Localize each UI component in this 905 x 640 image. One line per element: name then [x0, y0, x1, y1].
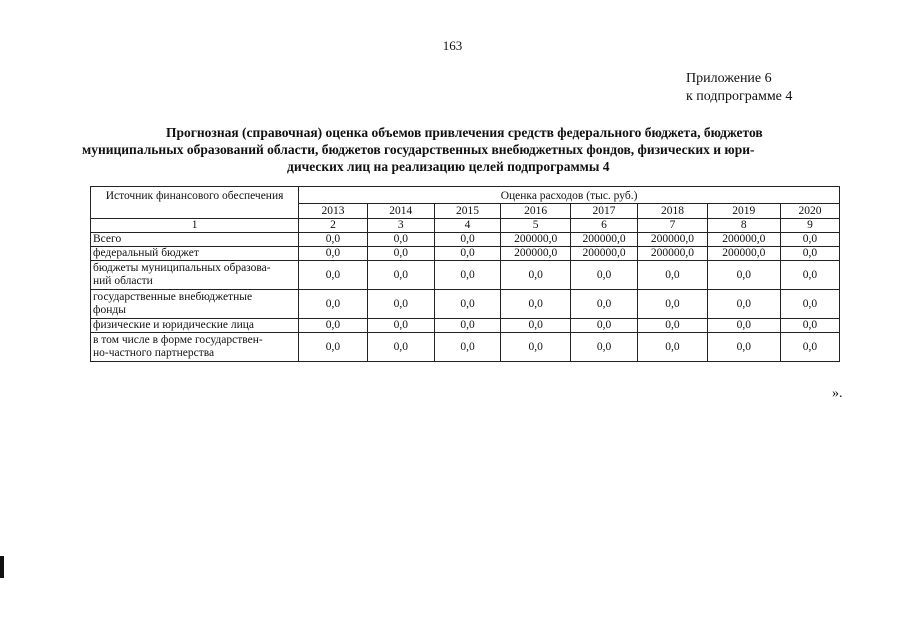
- table-cell: 200000,0: [570, 247, 637, 261]
- year-header: 2013: [299, 204, 368, 219]
- table-cell: 0,0: [780, 290, 839, 319]
- table-cell: 0,0: [501, 319, 570, 333]
- estimate-column-header: Оценка расходов (тыс. руб.): [299, 187, 840, 204]
- table-cell: 0,0: [434, 290, 501, 319]
- year-header: 2014: [367, 204, 434, 219]
- row-label: физические и юридические лица: [91, 319, 299, 333]
- table-cell: 200000,0: [707, 247, 780, 261]
- table-cell: 0,0: [570, 261, 637, 290]
- table-cell: 0,0: [707, 290, 780, 319]
- year-header: 2018: [638, 204, 707, 219]
- year-header: 2015: [434, 204, 501, 219]
- closing-quote-mark: ».: [832, 386, 843, 401]
- table-cell: 200000,0: [570, 233, 637, 247]
- row-label-line-1: государственные внебюджетные: [93, 291, 253, 303]
- title-line-2: муниципальных образований области, бюджетов государственных внебюджетных фондов, физических и юри-: [82, 142, 755, 157]
- row-label: [91, 333, 299, 362]
- year-header: 2016: [501, 204, 570, 219]
- table-cell: 0,0: [367, 319, 434, 333]
- table-cell: 200000,0: [501, 233, 570, 247]
- table-cell: 0,0: [707, 319, 780, 333]
- table-cell: 0,0: [638, 290, 707, 319]
- table-cell: 0,0: [501, 333, 570, 362]
- row-label: [91, 261, 299, 290]
- column-number: 3: [367, 219, 434, 233]
- table-cell: 0,0: [299, 333, 368, 362]
- row-label-line-1: бюджеты муниципальных образова-: [93, 262, 271, 274]
- table-cell: 0,0: [434, 319, 501, 333]
- page-number: 163: [442, 38, 463, 53]
- appendix-line-2: к подпрограмме 4: [686, 89, 793, 104]
- column-number: 2: [299, 219, 368, 233]
- title-line-1: Прогнозная (справочная) оценка объемов привлечения средств федерального бюджета, бюджетов: [166, 125, 763, 140]
- table-cell: 0,0: [780, 319, 839, 333]
- year-header: 2020: [780, 204, 839, 219]
- table-cell: 0,0: [299, 290, 368, 319]
- table-cell: 0,0: [434, 333, 501, 362]
- table-cell: 0,0: [638, 333, 707, 362]
- table-row-individuals-and-legal-entities: [91, 319, 840, 333]
- table-cell: 200000,0: [638, 233, 707, 247]
- table-cell: 0,0: [367, 333, 434, 362]
- table-row-municipal-budgets: [91, 261, 840, 290]
- table-cell: 0,0: [570, 319, 637, 333]
- table-cell: 0,0: [299, 261, 368, 290]
- column-number: 7: [638, 219, 707, 233]
- table-cell: 0,0: [707, 333, 780, 362]
- title-line-3: дических лиц на реализацию целей подпрограммы 4: [287, 159, 610, 174]
- row-label-line-2: фонды: [93, 304, 126, 316]
- table-cell: 0,0: [570, 290, 637, 319]
- table-row-federal-budget: [91, 247, 840, 261]
- column-number: 1: [91, 219, 299, 233]
- table-cell: 0,0: [780, 247, 839, 261]
- row-label-line-2: но-частного партнерства: [93, 347, 215, 359]
- year-header: 2017: [570, 204, 637, 219]
- table-cell: 200000,0: [638, 247, 707, 261]
- table-row-extrabudgetary-funds: [91, 290, 840, 319]
- row-label-line-1: в том числе в форме государствен-: [93, 334, 263, 346]
- table-cell: 0,0: [299, 247, 368, 261]
- table-cell: 0,0: [299, 319, 368, 333]
- row-label-line-2: ний области: [93, 275, 153, 287]
- scan-edge-mark: [0, 556, 4, 578]
- column-number: 8: [707, 219, 780, 233]
- column-number: 4: [434, 219, 501, 233]
- table-cell: 0,0: [367, 233, 434, 247]
- table-cell: 0,0: [780, 233, 839, 247]
- table-cell: 0,0: [638, 261, 707, 290]
- table-cell: 0,0: [434, 247, 501, 261]
- row-label: Всего: [91, 233, 299, 247]
- source-column-header: Источник финансового обеспечения: [91, 187, 299, 219]
- table-cell: 200000,0: [501, 247, 570, 261]
- appendix-line-1: Приложение 6: [686, 71, 772, 86]
- column-number: 6: [570, 219, 637, 233]
- table-cell: 0,0: [367, 261, 434, 290]
- column-number: 5: [501, 219, 570, 233]
- document-title: [82, 124, 854, 175]
- appendix-note: [686, 70, 792, 106]
- table-cell: 0,0: [434, 261, 501, 290]
- funding-table: [90, 186, 840, 362]
- table-cell: 0,0: [638, 319, 707, 333]
- table-row-total: [91, 233, 840, 247]
- table-cell: 0,0: [299, 233, 368, 247]
- year-header: 2019: [707, 204, 780, 219]
- row-label: федеральный бюджет: [91, 247, 299, 261]
- table-cell: 0,0: [367, 247, 434, 261]
- table-cell: 0,0: [501, 290, 570, 319]
- table-cell: 0,0: [367, 290, 434, 319]
- table-cell: 0,0: [780, 261, 839, 290]
- column-number-row: [91, 219, 840, 233]
- row-label: [91, 290, 299, 319]
- table-row-public-private-partnership: [91, 333, 840, 362]
- column-number: 9: [780, 219, 839, 233]
- table-cell: 200000,0: [707, 233, 780, 247]
- table-cell: 0,0: [501, 261, 570, 290]
- table-cell: 0,0: [707, 261, 780, 290]
- table-cell: 0,0: [434, 233, 501, 247]
- table-cell: 0,0: [570, 333, 637, 362]
- table-cell: 0,0: [780, 333, 839, 362]
